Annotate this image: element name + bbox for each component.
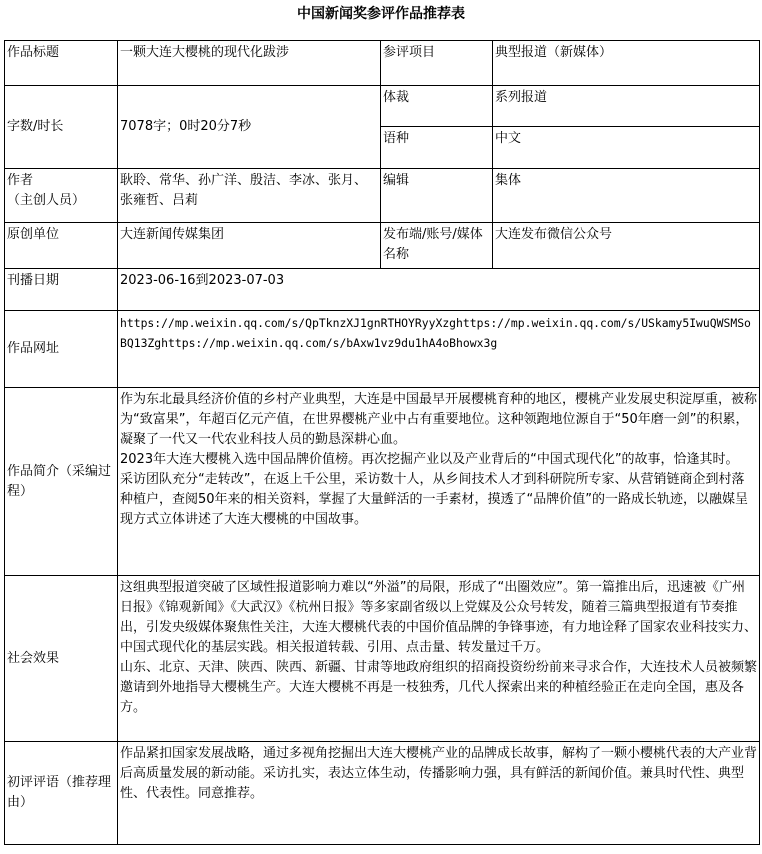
date-label: 刊播日期 [5,269,118,311]
effect-label: 社会效果 [5,576,118,742]
unit-value: 大连新闻传媒集团 [118,223,381,269]
work-title-value: 一颗大连大樱桃的现代化跋涉 [118,41,381,86]
editor-label: 编辑 [381,169,493,223]
unit-label: 原创单位 [5,223,118,269]
effect-paragraph-1: 这组典型报道突破了区域性报道影响力难以“外溢”的局限，形成了“出圈效应”。第一篇推出后，迅速被《广州日报》《锦观新闻》《大武汉》《杭州日报》等多家副省级以上党媒及公众号转发，随着三篇典型报道有节奏推出，引发央级媒体聚焦性关注，大连大樱桃代表的中国价值品牌的争锋事迹，有力地诠释了国家农业科技实力、中国式现代化的基层实践。相关报道转载、引用、点击量、转发量过千万。 [120,580,758,655]
effect-value [118,576,760,742]
language-label: 语种 [381,127,493,169]
effect-paragraph-2: 山东、北京、天津、陕西、陕西、新疆、甘肃等地政府组织的招商投资纷纷前来寻求合作，大连技术人员被频繁邀请到外地指导大樱桃生产。大连大樱桃不再是一枝独秀，几代人探索出来的种植经验正在走向全国，惠及各方。 [120,660,758,715]
intro-paragraph-1: 作为东北最具经济价值的乡村产业典型，大连是中国最早开展樱桃育种的地区，樱桃产业发展史积淀厚重，被称为“致富果”，年超百亿元产值，在世界樱桃产业中占有重要地位。这种领跑地位源自于“50年磨一剑”的积累，凝聚了一代又一代农业科技人员的勤恳深耕心血。 [120,392,758,447]
intro-label: 作品简介（采编过程） [5,388,118,576]
intro-value [118,388,760,576]
document-title: 中国新闻奖参评作品推荐表 [297,6,465,22]
genre-value: 系列报道 [493,86,760,127]
author-label: 作者 （主创人员） [5,169,118,223]
intro-paragraph-2: 2023年大连大樱桃入选中国品牌价值榜。再次挖掘产业以及产业背后的“中国式现代化”的故事，恰逢其时。 [120,452,739,467]
language-value: 中文 [493,127,760,169]
platform-value: 大连发布微信公众号 [493,223,760,269]
date-value: 2023-06-16到2023-07-03 [118,269,760,311]
editor-value: 集体 [493,169,760,223]
genre-label: 体裁 [381,86,493,127]
url-value[interactable]: https://mp.weixin.qq.com/s/QpTknzXJ1gnRTHOYRyyXzghttps://mp.weixin.qq.com/s/USkamy5IwuQWSMSoBQ13Zghttps://mp.weixin.qq.com/s/bAxw1vz9du1hA4oBhowx3g [118,311,760,388]
category-value: 典型报道（新媒体） [493,41,760,86]
review-label: 初评评语（推荐理由） [5,742,118,845]
url-label: 作品网址 [5,311,118,388]
length-value: 7078字；0时20分7秒 [118,86,381,169]
category-label: 参评项目 [381,41,493,86]
length-label: 字数/时长 [5,86,118,169]
author-value: 耿聆、常华、孙广洋、殷洁、李冰、张月、张雍哲、吕莉 [118,169,381,223]
platform-label: 发布端/账号/媒体名称 [381,223,493,269]
recommendation-form [4,40,760,845]
intro-paragraph-3: 采访团队充分“走转改”，在返上千公里，采访数十人，从乡间技术人才到科研院所专家、从营销链商企到村落种植户，查阅50年来的相关资料，掌握了大量鲜活的一手素材，摸透了“品牌价值”的一路成长轨迹，以融媒呈现方式立体讲述了大连大樱桃的中国故事。 [120,472,749,527]
review-value: 作品紧扣国家发展战略，通过多视角挖掘出大连大樱桃产业的品牌成长故事，解构了一颗小樱桃代表的大产业背后高质量发展的新动能。采访扎实，表达立体生动，传播影响力强，具有鲜活的新闻价值。兼具时代性、典型性、代表性。同意推荐。 [118,742,760,845]
work-title-label: 作品标题 [5,41,118,86]
